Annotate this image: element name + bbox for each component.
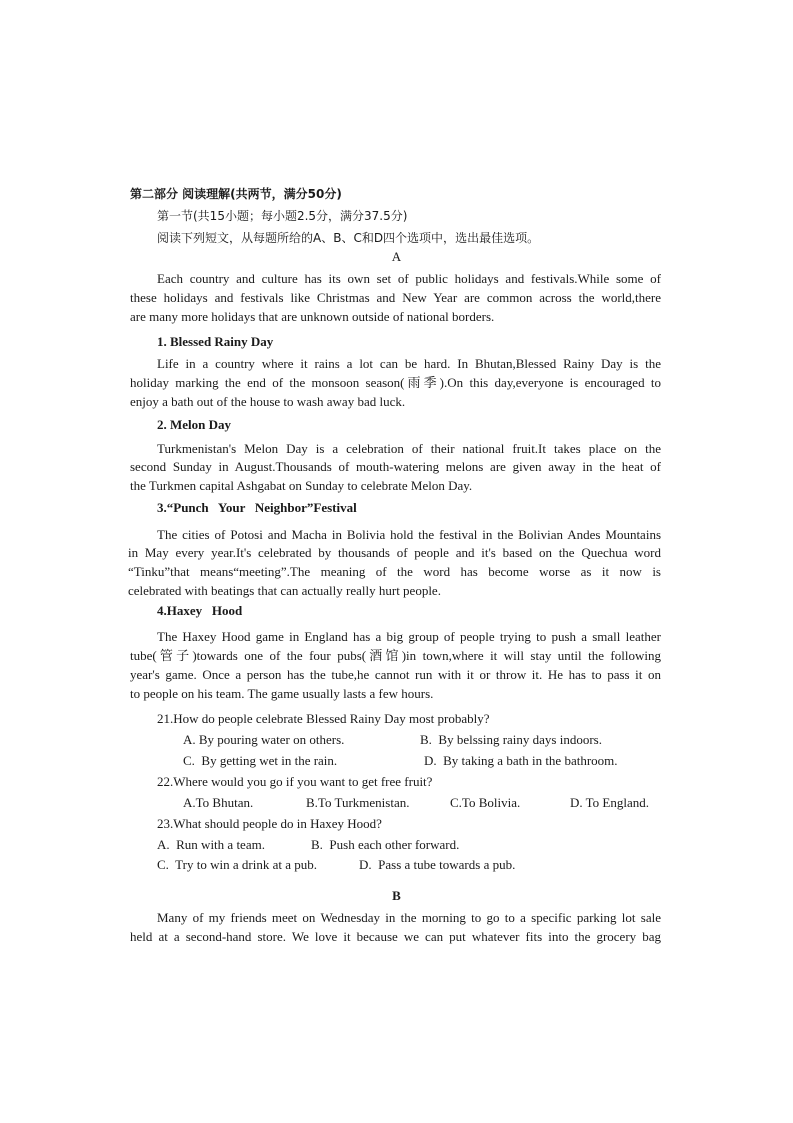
option-23-c: C. Try to win a drink at a pub. <box>157 857 317 872</box>
question-21: 21.How do people celebrate Blessed Rainy Day most probably? <box>157 711 490 726</box>
paragraph-line: Life in a country where it rains a lot can be hard. In Bhutan,Blessed Rainy Day is the <box>157 356 661 371</box>
passage-b-label: B <box>392 888 401 903</box>
paragraph-line: celebrated with beatings that can actually really hurt people. <box>128 583 441 598</box>
option-22-b: B.To Turkmenistan. <box>306 795 410 810</box>
option-21-c: C. By getting wet in the rain. <box>183 753 338 768</box>
heading-melon-day: 2. Melon Day <box>157 417 232 432</box>
option-21-b: B. By belssing rainy days indoors. <box>420 732 602 747</box>
intro-line: these holidays and festivals like Christmas and New Year are common across the world,there <box>130 290 661 305</box>
subsection-title: 第一节(共15小题；每小题2.5分，满分37.5分) <box>157 209 408 223</box>
paragraph-line: Many of my friends meet on Wednesday in the morning to go to a specific parking lot sale <box>157 910 661 925</box>
paragraph-line: enjoy a bath out of the house to wash away bad luck. <box>130 394 406 409</box>
paragraph-line: “Tinku”that means“meeting”.The meaning of the word has become worse as it now is <box>128 564 661 579</box>
intro-line: Each country and culture has its own set of public holidays and festivals.While some of <box>157 271 661 286</box>
heading-punch-your-neighbor: 3.“Punch Your Neighbor”Festival <box>157 500 357 515</box>
paragraph-line: in May every year.It's celebrated by thousands of people and it's based on the Quechua word <box>128 545 661 560</box>
paragraph-line: The Haxey Hood game in England has a big group of people trying to push a small leather <box>157 629 661 644</box>
paragraph-line: second Sunday in August.Thousands of mouth-watering melons are given away in the heat of <box>130 459 661 474</box>
option-21-d: D. By taking a bath in the bathroom. <box>424 753 618 768</box>
passage-a-label: A <box>391 249 402 264</box>
option-22-a: A.To Bhutan. <box>183 795 254 810</box>
instructions: 阅读下列短文，从每题所给的A、B、C和D四个选项中，选出最佳选项。 <box>157 231 540 245</box>
heading-haxey-hood: 4.Haxey Hood <box>157 603 243 618</box>
question-23: 23.What should people do in Haxey Hood? <box>157 816 382 831</box>
option-23-b: B. Push each other forward. <box>311 837 460 852</box>
paragraph-line: The cities of Potosi and Macha in Bolivia hold the festival in the Bolivian Andes Mountains <box>157 527 661 542</box>
paragraph-line: holiday marking the end of the monsoon season(雨季).On this day,everyone is encouraged to <box>130 375 661 390</box>
paragraph-line: the Turkmen capital Ashgabat on Sunday to celebrate Melon Day. <box>130 478 473 493</box>
question-22: 22.Where would you go if you want to get free fruit? <box>157 774 433 789</box>
paragraph-line: year's game. Once a person has the tube,he cannot run with it or throw it. He has to pass it on <box>130 667 661 682</box>
option-23-d: D. Pass a tube towards a pub. <box>359 857 516 872</box>
paragraph-line: tube(管子)towards one of the four pubs(酒馆)in town,where it will stay until the following <box>130 648 661 663</box>
option-22-d: D. To England. <box>570 795 650 810</box>
section-header: 第二部分 阅读理解(共两节，满分50分) <box>130 187 342 201</box>
option-22-c: C.To Bolivia. <box>450 795 521 810</box>
heading-blessed-rainy-day: 1. Blessed Rainy Day <box>157 334 274 349</box>
paragraph-line: Turkmenistan's Melon Day is a celebration of their national fruit.It takes place on the <box>157 441 661 456</box>
option-23-a: A. Run with a team. <box>157 837 265 852</box>
paragraph-line: to people on his team. The game usually lasts a few hours. <box>130 686 434 701</box>
option-21-a: A. By pouring water on others. <box>183 732 345 747</box>
paragraph-line: held at a second-hand store. We love it because we can put whatever fits into the grocery bag <box>130 929 661 944</box>
intro-line: are many more holidays that are unknown outside of national borders. <box>130 309 495 324</box>
